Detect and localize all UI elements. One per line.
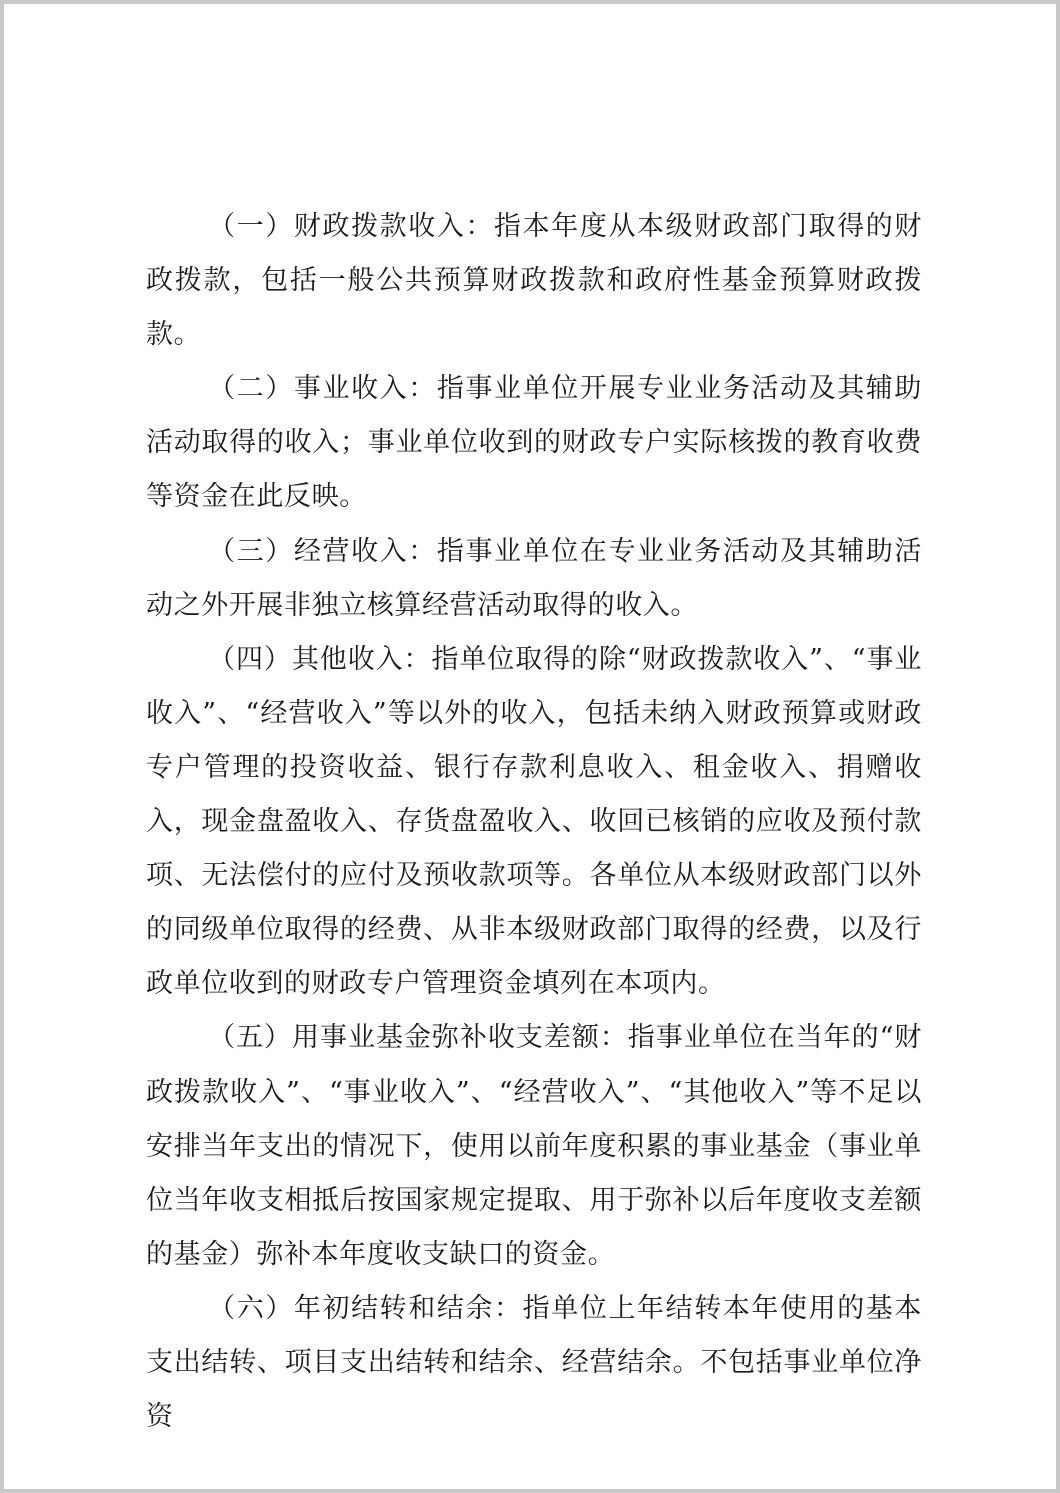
paragraph-business-income: （二）事业收入：指事业单位开展专业业务活动及其辅助活动取得的收入；事业单位收到的财政专户实际核拨的教育收费等资金在此反映。	[146, 373, 922, 513]
paragraph-operating-income: （三）经营收入：指事业单位在专业业务活动及其辅助活动之外开展非独立核算经营活动取得的收入。	[146, 535, 922, 621]
paragraph-fiscal-appropriation-income: （一）财政拨款收入：指本年度从本级财政部门取得的财政拨款，包括一般公共预算财政拨款和政府性基金预算财政拨款。	[146, 211, 922, 351]
paragraph-carryover-balance: （六）年初结转和结余：指单位上年结转本年使用的基本支出结转、项目支出结转和结余、经营结余。不包括事业单位净资	[146, 1292, 922, 1433]
document-body	[146, 200, 922, 1444]
paragraph-other-income: （四）其他收入：指单位取得的除“财政拨款收入”、“事业收入”、“经营收入”等以外的收入，包括未纳入财政预算或财政专户管理的投资收益、银行存款利息收入、租金收入、捐赠收入，现金盘盈收入、存货盘盈收入、收回已核销的应收及预付款项、无法偿付的应付及预收款项等。各单位从本级财政部门以外的同级单位取得的经费、从非本级财政部门取得的经费，以及行政单位收到的财政专户管理资金填列在本项内。	[146, 643, 922, 1000]
paragraph-business-fund-offset: （五）用事业基金弥补收支差额：指事业单位在当年的“财政拨款收入”、“事业收入”、“经营收入”、“其他收入”等不足以安排当年支出的情况下，使用以前年度积累的事业基金（事业单位当年收支相抵后按国家规定提取、用于弥补以后年度收支差额的基金）弥补本年度收支缺口的资金。	[146, 1022, 922, 1270]
